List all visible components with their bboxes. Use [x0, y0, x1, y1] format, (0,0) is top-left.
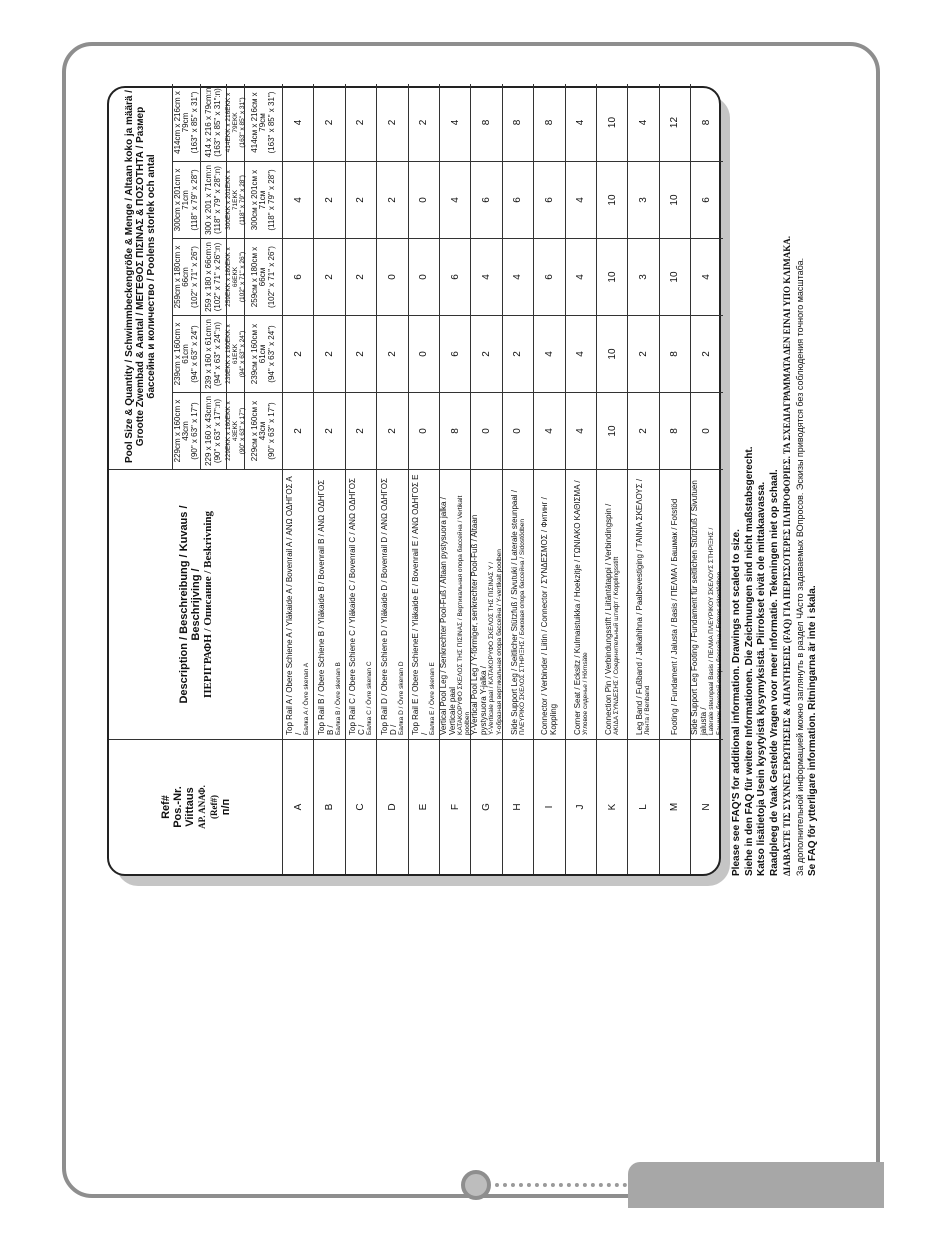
description-header-line: Description / Beschreibung / Kuvaus / Beschrijving /: [177, 505, 202, 704]
quantity-cell: 6: [471, 161, 502, 238]
quantity-cell: 4: [566, 315, 597, 392]
description-line: Угловое сиденье / Hörnsäte: [581, 652, 589, 735]
description-line: Top Rail B / Obere Schiene B / Yläkaide B / Bovenrail B / ΑΝΩ ΟΔΗΓΟΣ Β /: [316, 479, 335, 735]
quantity-cell: 0: [409, 315, 440, 392]
quantity-cell: 2: [377, 84, 408, 161]
description-line: Y-Verticale paal / ΚΑΤΑΚΟΡΥΦΟ ΣΚΕΛΟΣ ΤΗΣ ΠΙΣΙΝΑΣ Y /: [488, 561, 496, 735]
row-description: [283, 469, 314, 739]
row-description: [440, 469, 471, 739]
quantity-cell: 8: [503, 84, 534, 161]
size-inch-line: (90" x 63" x 17"): [266, 402, 276, 460]
quantity-cell: 10: [597, 392, 628, 469]
size-inch-line: (118" x 79" x 28"): [189, 169, 199, 231]
note-line: За дополнительной информацией можно заглянуть в раздел ЧАсто задаваемых ВОпросов. Эскизы приводятся без соблюдения точного масштаба.: [794, 257, 805, 876]
row-ref: C: [346, 739, 377, 874]
footer-tab-bar: [628, 1162, 884, 1208]
quantity-cell: 2: [377, 161, 408, 238]
quantity-cell: 10: [597, 238, 628, 315]
row-ref: N: [691, 739, 722, 874]
quantity-cell: 2: [503, 315, 534, 392]
size-dimension-line: 300см x 201см x 71см: [249, 169, 268, 231]
quantity-cell: 4: [440, 161, 471, 238]
row-ref: B: [314, 739, 345, 874]
row-description: [566, 469, 597, 739]
size-inch-line: (163" x 85" x 31"): [266, 91, 276, 154]
size-dimension-line: 259ΕΚΚ x 180ΕΚΚ x 66ΕΚΚ: [225, 247, 239, 307]
description-text: [573, 480, 590, 735]
row-description: [628, 469, 659, 739]
quantity-cell: 10: [660, 161, 691, 238]
note-line: Se FAQ för ytterligare information. Ritningarna är inte i skala.: [806, 585, 818, 876]
row-description: [314, 469, 345, 739]
description-line: Лента / Benband: [644, 685, 652, 735]
description-line: Балка C / Övre skenan C: [366, 661, 374, 735]
quantity-cell: 6: [534, 238, 565, 315]
quantity-cell: 0: [409, 161, 440, 238]
size-dimension-line: 414ΕΚΚ x 216ΕΚΚ x 79ΕΚΚ: [225, 92, 239, 153]
description-text: [670, 499, 679, 735]
description-line: Corner Seat / Ecksitz / Kulmaistuikka / Hoekzitje / ΓΩΝΙΑΚΟ ΚΑΘΙΣΜΑ /: [572, 480, 582, 735]
row-description: [534, 469, 565, 739]
quantity-cell: 4: [534, 392, 565, 469]
note-line: Katso lisätietoja Usein kysytyistä kysymyksistä. Piirrokset eivät ole mittakaavassa.: [756, 481, 768, 876]
description-text: [470, 474, 503, 735]
pool-size-cell: [201, 161, 227, 238]
quantity-cell: 0: [409, 238, 440, 315]
row-description: [471, 469, 502, 739]
pool-size-cell: [201, 84, 227, 161]
size-dimension-line: 229cm x 160cm x 43cm: [172, 399, 191, 463]
pool-size-cell: [173, 315, 201, 392]
row-ref: H: [503, 739, 534, 874]
row-ref: A: [283, 739, 314, 874]
quantity-cell: 10: [597, 84, 628, 161]
size-dimension-line: 414cm x 216cm x 79cm: [172, 91, 191, 154]
quantity-cell: 2: [628, 315, 659, 392]
description-line: Side Support Leg / Seitlicher Stützfuß / Sivutuki / Laterale steunpaal /: [509, 489, 519, 735]
size-inch-line: (94" x 63" x 24"): [266, 325, 276, 383]
description-text: [690, 474, 723, 735]
rotated-content: [107, 86, 818, 876]
quantity-cell: 2: [346, 161, 377, 238]
row-description: [503, 469, 534, 739]
row-description: [346, 469, 377, 739]
description-line: Y-Vertical Pool Leg / Y-förmiger, senkrechter Pool-Fuß / Altaan pystysuora Y-jalka /: [470, 514, 489, 735]
quantity-cell: 6: [440, 315, 471, 392]
size-dimension-line: 300ΕΚΚ x 201ΕΚΚ x 71ΕΚΚ: [225, 170, 239, 230]
size-inch-line: (102" x 71" x 26"): [239, 251, 246, 303]
quantity-cell: 0: [377, 238, 408, 315]
size-dimension-line: 239см x 160см x 61см: [249, 323, 268, 385]
description-line: Y-образная вертикальная опора бассейна / Y-vertikalt poolben: [495, 549, 503, 735]
quantity-cell: 0: [691, 392, 722, 469]
quantity-cell: 8: [701, 119, 713, 126]
quantity-cell: 4: [471, 238, 502, 315]
quantity-cell: 2: [346, 392, 377, 469]
quantity-cell: 6: [534, 161, 565, 238]
description-line: Vertical Pool Leg / Senkrechter Pool-Fuß / Altaan pystysuora jalka / Verticale paal: [438, 497, 457, 735]
size-inch-line: (90" x 63" x 17"): [239, 407, 246, 455]
footer-dotted-line: [495, 1183, 627, 1187]
description-header-line: ΠΕΡΙΓΡΑΦΗ / Описание / Beskrivning: [201, 510, 214, 699]
size-inch-line: (163" x 85" x 31":n): [212, 88, 222, 157]
row-ref: M: [660, 739, 691, 874]
size-dimension-line: 259cm x 180cm x 66cm: [172, 245, 191, 309]
pool-size-cell: [245, 315, 283, 392]
quantity-cell: 2: [283, 392, 314, 469]
quantity-cell: 2: [628, 392, 659, 469]
ref-header: [109, 739, 283, 874]
quantity-cell: 2: [377, 315, 408, 392]
description-line: Башмак боковой опоры бассейна / Fotens sidostödben: [715, 571, 723, 735]
size-dimension-line: 239 x 160 x 61cm:n: [204, 319, 213, 389]
size-inch-line: (90" x 63" x 17":n): [212, 398, 222, 464]
size-dimension-line: 239cm x 160cm x 61cm: [172, 322, 191, 386]
description-text: [510, 490, 527, 735]
quantity-cell: 2: [691, 315, 722, 392]
description-line: Leg Band / Fußband / Jalkahihna / Paalbevestiging / ΤΑΙΝΙΑ ΣΚΕΛΟΥΣ /: [635, 478, 645, 735]
size-dimension-line: 300 x 201 x 71cm:n: [204, 165, 213, 235]
size-dimension-line: 414 x 216 x 79cm:n: [204, 87, 213, 158]
row-ref: F: [440, 739, 471, 874]
row-ref: K: [597, 739, 628, 874]
quantity-cell: 6: [691, 161, 722, 238]
description-text: [411, 474, 437, 735]
size-inch-line: (102" x 71" x 26":n): [212, 242, 222, 312]
size-dimension-line: 300cm x 201cm x 71cm: [172, 168, 191, 232]
size-dimension-line: 239ΕΚΚ x 160ΕΚΚ x 61ΕΚΚ: [225, 324, 239, 384]
pool-size-cell: [245, 392, 283, 469]
pool-size-cell: [227, 161, 245, 238]
ref-header-line: Pos.-Nr.: [171, 786, 184, 828]
description-text: [439, 474, 472, 735]
description-text: [540, 474, 558, 735]
quantity-cell: 3: [628, 238, 659, 315]
size-inch-line: (118" x 79" x 28"): [266, 169, 276, 231]
row-description: [377, 469, 408, 739]
quantity-cell: 4: [628, 84, 659, 161]
quantity-cell: 4: [503, 238, 534, 315]
parts-table: [107, 86, 721, 876]
note-line: Siehe in den FAQ für weitere Informationen. Die Zeichnungen sind nicht maßstabsgerecht.: [743, 446, 755, 876]
quantity-cell: 4: [283, 161, 314, 238]
pool-size-cell: [227, 392, 245, 469]
quantity-cell: 2: [346, 238, 377, 315]
pool-size-cell: [201, 315, 227, 392]
quantity-cell: 2: [471, 315, 502, 392]
description-line: Балка D / Övre skenan D: [397, 661, 405, 735]
description-line: Top Rail C / Obere Schiene C / Yläkaide C / Bovenrail C / ΑΝΩ ΟΔΗΓΟΣ C /: [348, 478, 367, 735]
quantity-cell: 8: [660, 315, 691, 392]
quantity-cell: 4: [566, 238, 597, 315]
description-header: [109, 469, 283, 739]
description-line: Top Rail A / Obere Schiene A / Yläkaide A / Bovenrail A / ΑΝΩ ΟΔΗΓΟΣ Α /: [285, 476, 304, 735]
pool-size-cell: [173, 161, 201, 238]
description-line: Side Support Leg Footing / Fundament für seitlichen Stützfuß / Sivutuen jalusta /: [690, 480, 709, 735]
pool-size-cell: [173, 238, 201, 315]
size-dimension-line: 259см x 180см x 66см: [249, 246, 268, 308]
pool-size-cell: [173, 392, 201, 469]
description-line: Connector / Verbinder / Liitin / Connector / ΣΥΝΔΕΣΜΟΣ / Фитинг / Koppling: [540, 497, 559, 735]
description-line: Connection Pin / Verbindungsstift / Liitäntätappi / Verbindingspin /: [603, 503, 613, 735]
description-line: ΠΛΕΥΡΙΚΟ ΣΚΕΛΟΣ ΣΤΗΡΙΞΗΣ / Боковая опора бассейна / Sidostödben: [518, 518, 526, 735]
quantity-cell: 8: [660, 392, 691, 469]
description-text: [317, 474, 343, 735]
description-line: Laterale steunpaal Basis / ΠΕΛΜΑ ΠΛΕΥΡΙΚΟΥ ΣΚΕΛΟΥΣ ΣΤΗΡΙΞΗΣ /: [708, 527, 716, 735]
quantity-cell: 8: [534, 84, 565, 161]
description-line: Top Rail D / Obere Schiene D / Yläkaide D / Bovenrail D / ΑΝΩ ΟΔΗΓΟΣ D /: [379, 478, 398, 735]
quantity-cell: 4: [566, 161, 597, 238]
quantity-cell: 4: [566, 84, 597, 161]
description-text: [380, 474, 406, 735]
quantity-cell: 0: [471, 392, 502, 469]
size-inch-line: (94" x 63" x 24"): [239, 330, 246, 378]
size-inch-line: (94" x 63" x 24":n): [212, 321, 222, 387]
size-inch-line: (118" x 79" x 28":n): [212, 166, 222, 234]
row-description: [409, 469, 440, 739]
quantity-cell: 2: [314, 161, 345, 238]
row-ref: E: [409, 739, 440, 874]
quantity-cell: 2: [346, 315, 377, 392]
quantity-cell: 10: [597, 161, 628, 238]
quantity-cell: 0: [503, 392, 534, 469]
quantity-cell: 2: [409, 84, 440, 161]
quantity-cell: 12: [660, 84, 691, 161]
pool-size-cell: [227, 84, 245, 161]
quantity-cell: 4: [283, 84, 314, 161]
description-line: Балка E / Övre skenan E: [429, 662, 437, 735]
quantity-cell: 8: [440, 392, 471, 469]
row-ref: G: [471, 739, 502, 874]
quantity-cell: 2: [377, 392, 408, 469]
quantity-cell: 6: [283, 238, 314, 315]
size-inch-line: (102" x 71" x 26"): [266, 246, 276, 308]
quantity-cell: 4: [440, 84, 471, 161]
description-text: [635, 479, 652, 735]
pool-size-cell: [245, 84, 283, 161]
quantity-cell: 4: [566, 392, 597, 469]
size-inch-line: (163" x 85" x 31"): [189, 91, 199, 154]
size-inch-line: (118" x 79" x 28"): [239, 175, 246, 225]
quantity-cell: 4: [534, 315, 565, 392]
pool-size-cell: [201, 238, 227, 315]
note-line: Raadpleeg de Vaak Gestelde Vragen voor meer informatie. Tekeningen niet op schaal.: [768, 469, 780, 876]
quantity-cell: 2: [314, 84, 345, 161]
size-inch-line: (90" x 63" x 17"): [189, 402, 199, 460]
quantity-cell: 4: [691, 238, 722, 315]
description-line: Балка A / Övre skenan A: [303, 662, 311, 735]
description-line: ΑΚΙΔΑ ΣΥΝΔΕΣΗΣ / Соединительный штифт / Kopplingsstift: [612, 556, 620, 735]
note-line: ΔΙΑΒΑΣΤΕ ΤΙΣ ΣΥΧΝΕΣ ΕΡΩΤΗΣΕΙΣ & ΑΠΑΝΤΗΣΕΙΣ (FAQ) ΓΙΑ ΠΕΡΙΣΣΟΤΕΡΕΣ ΠΛΗΡΟΦΟΡΙΕΣ. ΤΑ ΣΧΕΔΙΑΓΡΑΜΜΑΤΑ ΔΕΝ ΕΙΝΑΙ ΥΠΟ ΚΛΙΜΑΚΑ.: [782, 236, 793, 876]
footer-circle-icon: [461, 1170, 491, 1200]
size-dimension-line: 414см x 216см x 79см: [249, 92, 268, 153]
pool-size-cell: [245, 238, 283, 315]
note-line: Please see FAQ'S for additional information. Drawings not scaled to size.: [731, 529, 742, 876]
quantity-cell: 6: [440, 238, 471, 315]
pool-size-cell: [173, 84, 201, 161]
row-description: [597, 469, 628, 739]
quantity-cell: 2: [346, 84, 377, 161]
description-text: [285, 474, 311, 735]
size-dimension-line: 229см x 160см x 43см: [249, 400, 268, 462]
size-dimension-line: 229ΕΚΚ x 160ΕΚΚ x 43ΕΚΚ: [225, 401, 239, 461]
description-line: Top Rail E / Obere SchieneE / Yläkaide E / Bovenrail E / ΑΝΩ ΟΔΗΓΟΣ Ε /: [411, 474, 430, 735]
ref-header-line: (Ref#): [208, 795, 219, 819]
pool-size-cell: [201, 392, 227, 469]
ref-header-line: Ref#: [159, 795, 172, 819]
quantity-cell: 0: [409, 392, 440, 469]
pool-size-cell: [227, 315, 245, 392]
quantity-cell: 10: [660, 238, 691, 315]
quantity-cell: 10: [597, 315, 628, 392]
size-inch-line: (163" x 85" x 31"): [239, 97, 246, 148]
notes-block: [731, 86, 819, 876]
quantity-cell: 2: [314, 392, 345, 469]
description-line: ΚΑΤΑΚΟΡΥΦΟ ΣΚΕΛΟΣ ΤΗΣ ΠΙΣΙΝΑΣ / Вертикальная опора бассейна / Vertikalt poolben: [456, 495, 472, 735]
row-description: [691, 469, 722, 739]
size-inch-line: (94" x 63" x 24"): [189, 325, 199, 383]
quantity-cell: 3: [628, 161, 659, 238]
size-dimension-line: 229 x 160 x 43cm:n: [204, 396, 213, 466]
ref-header-line: Viittaus: [183, 787, 196, 827]
quantity-cell: 2: [283, 315, 314, 392]
size-dimension-line: 259 x 180 x 66cm:n: [204, 242, 213, 312]
quantity-cell: 2: [314, 238, 345, 315]
quantity-cell: 8: [471, 84, 502, 161]
row-ref: I: [534, 739, 565, 874]
description-text: [348, 474, 374, 735]
row-description: [660, 469, 691, 739]
quantity-cell: 2: [314, 315, 345, 392]
row-ref: D: [377, 739, 408, 874]
pool-size-cell: [227, 238, 245, 315]
description-line: Footing / Fundament / Jalusta / Basis / ΠΕΛΜΑ / Башмак / Fotstöd: [670, 498, 680, 735]
size-inch-line: (102" x 71" x 26"): [189, 246, 199, 308]
pool-size-cell: [245, 161, 283, 238]
description-text: [604, 504, 621, 735]
quantity-cell: 6: [503, 161, 534, 238]
ref-header-line: ΑΡ. ΑΝΑΦ.: [196, 785, 207, 829]
ref-header-line: п/п: [219, 798, 232, 816]
description-line: Балка B / Övre skenan B: [334, 662, 342, 735]
pool-size-header: Pool Size & Quantity / Schwimmbeckengröße & Menge / Altaan koko ja määrä / Grootte Zwembad & Aantal / ΜΕΓΕΘΟΣ ΠΙΣΙΝΑΣ & ΠΟΣΟΤΗΤΑ / Размер бассейна и количество / Poolens storlek och antal: [109, 84, 173, 469]
row-ref: L: [628, 739, 659, 874]
row-ref: J: [566, 739, 597, 874]
